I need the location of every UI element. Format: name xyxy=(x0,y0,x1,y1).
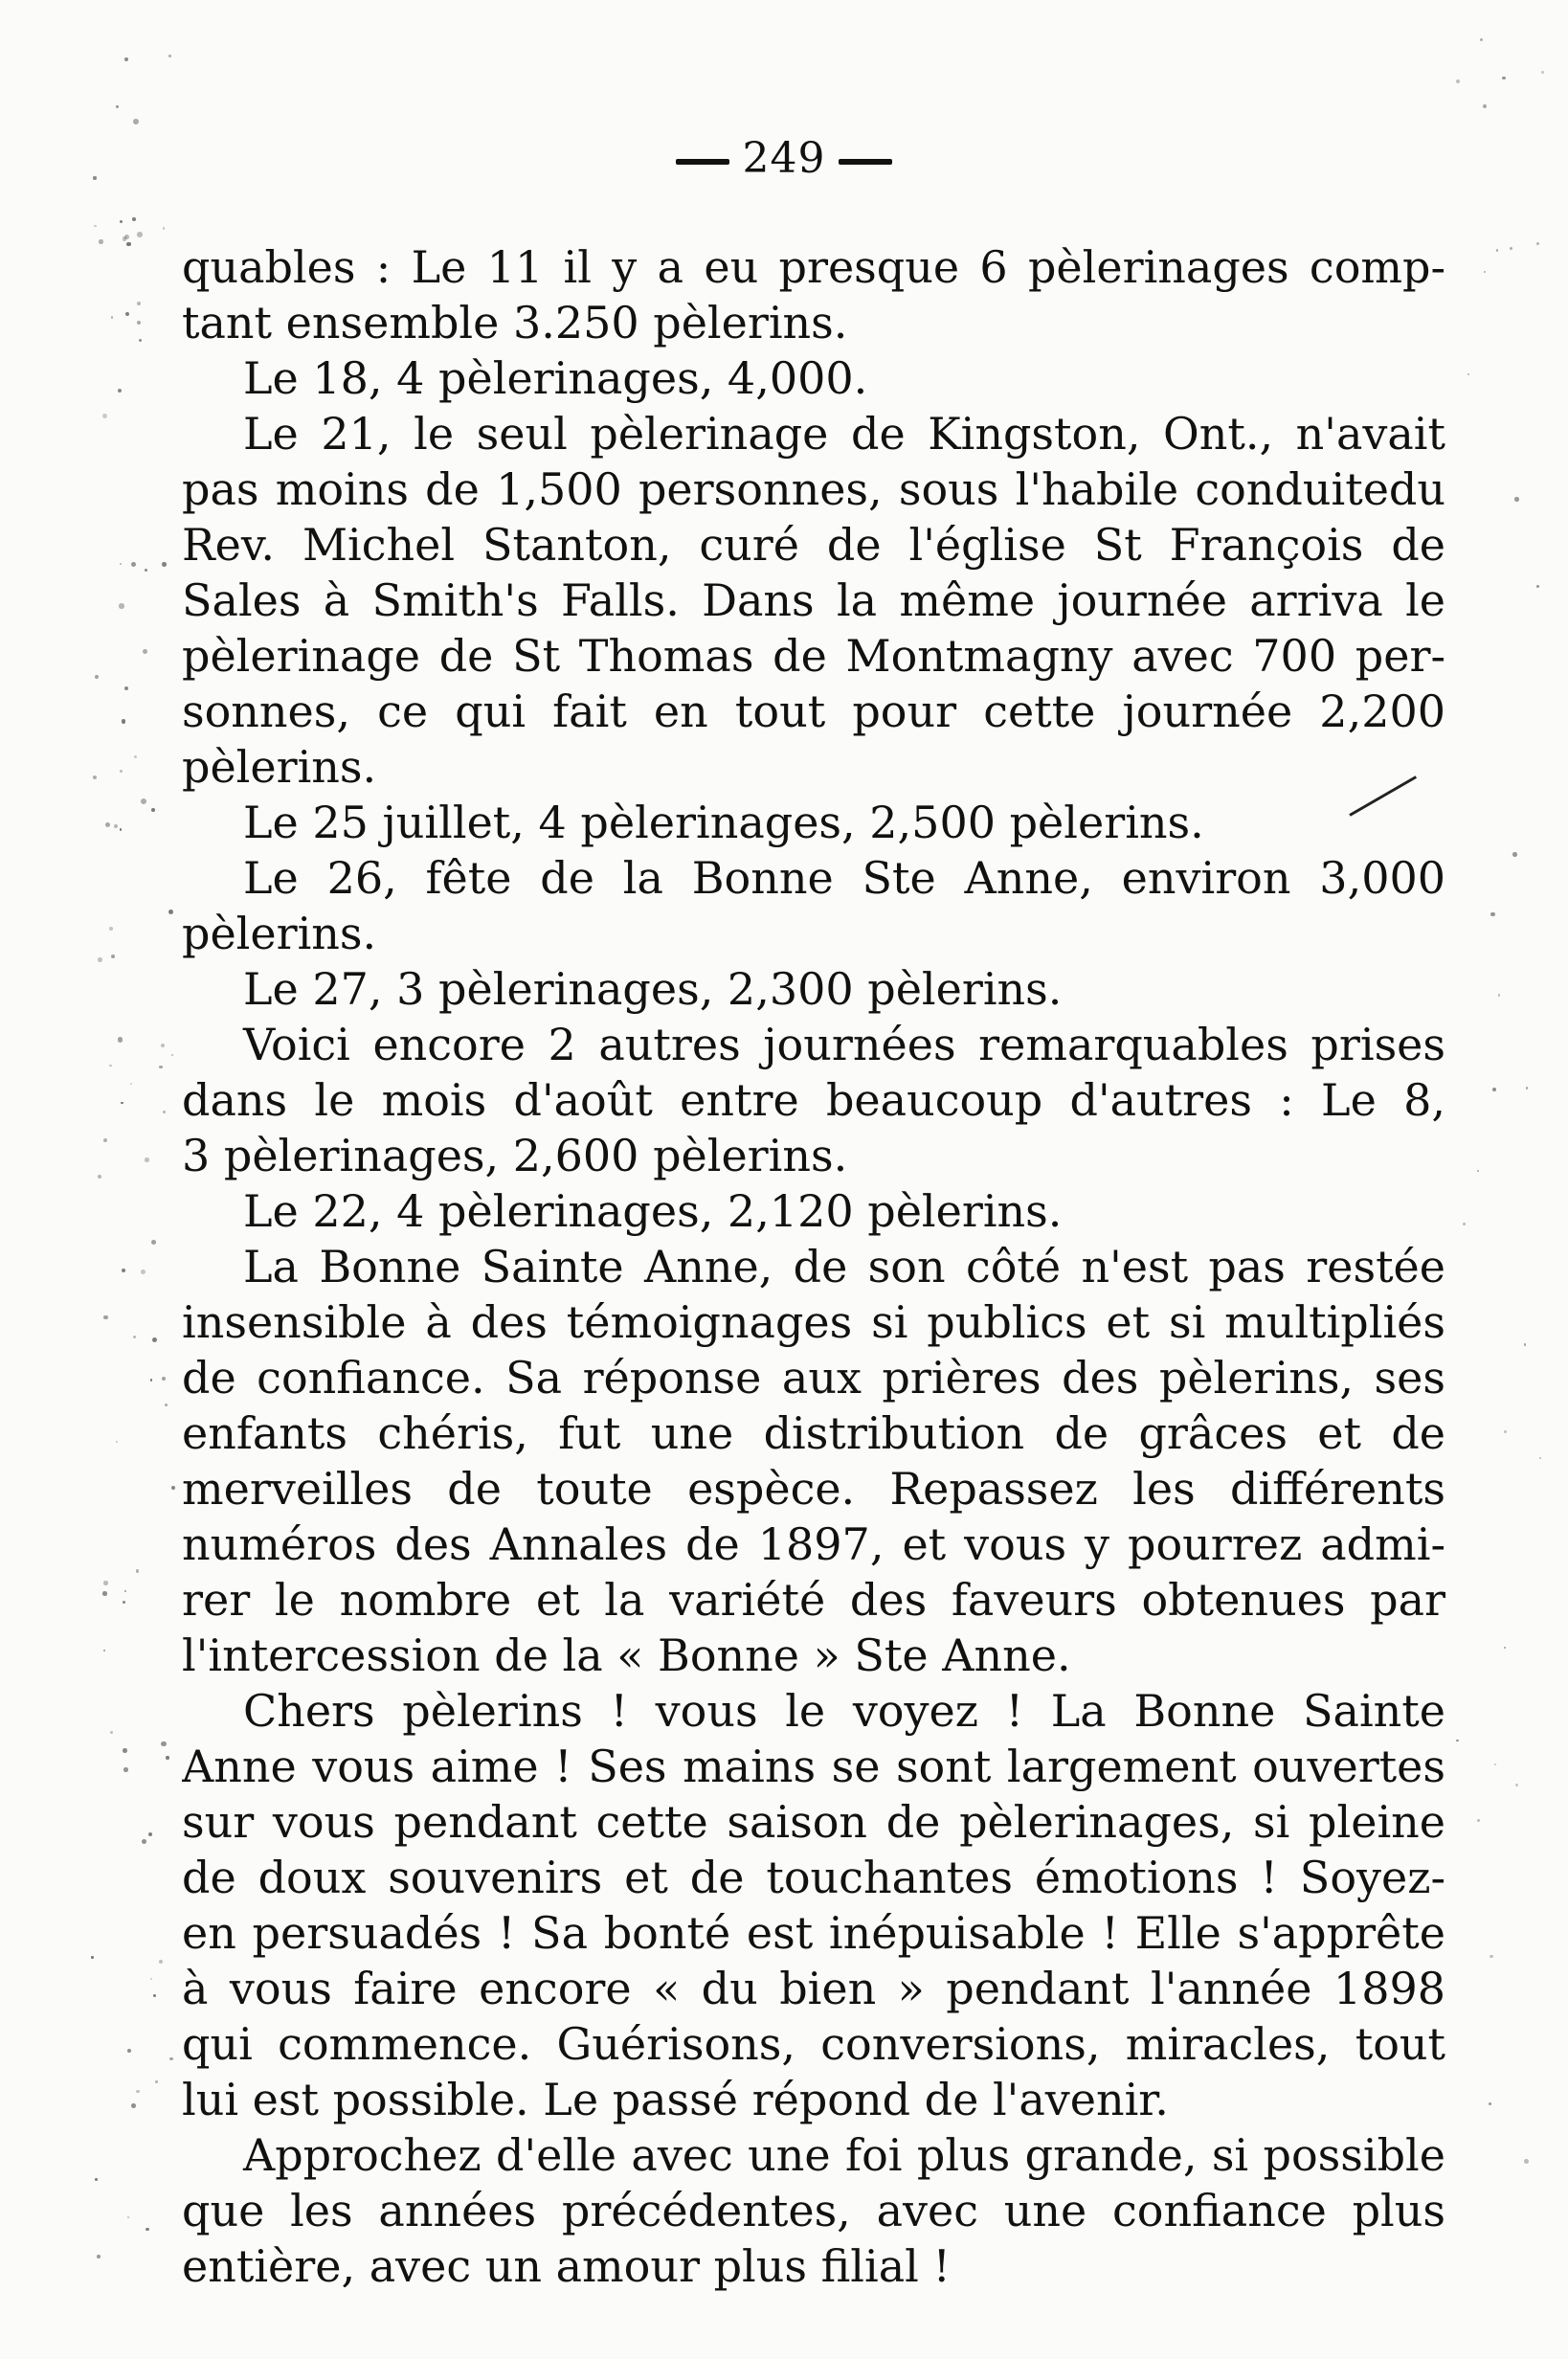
text-line: en persuadés ! Sa bonté est inépuisable ! Elle s'apprête xyxy=(182,1907,1445,1959)
scan-speck xyxy=(130,1083,132,1085)
scan-speck xyxy=(122,1269,125,1272)
scan-speck xyxy=(161,1741,167,1747)
scan-speck xyxy=(105,822,110,827)
text-line: merveilles de toute espèce. Repassez les différents xyxy=(182,1463,1445,1515)
scan-speck xyxy=(171,1054,174,1057)
page-number-left-rule xyxy=(676,159,729,165)
scan-speck xyxy=(165,1404,168,1406)
scan-speck xyxy=(98,957,101,961)
text-line: de doux souvenirs et de touchantes émotions ! Soyez- xyxy=(182,1852,1445,1903)
scan-speck xyxy=(103,1650,105,1651)
text-line: insensible à des témoignages si publics et si multipliés xyxy=(182,1296,1445,1348)
scan-speck xyxy=(1536,585,1539,588)
scan-speck xyxy=(1524,2159,1529,2164)
scan-speck xyxy=(111,316,113,318)
scan-speck xyxy=(151,1240,156,1245)
scan-speck xyxy=(1467,373,1469,375)
text-line: Chers pèlerins ! vous le voyez ! La Bonne Sainte xyxy=(243,1685,1445,1737)
scan-speck xyxy=(123,1748,127,1753)
scan-speck xyxy=(152,1337,157,1342)
scan-speck xyxy=(109,1065,112,1067)
scan-speck xyxy=(124,1590,126,1592)
scan-speck xyxy=(1510,247,1512,250)
text-line: pas moins de 1,500 personnes, sous l'habile conduitedu xyxy=(182,463,1445,515)
text-line: sur vous pendant cette saison de pèlerinages, si pleine xyxy=(182,1796,1445,1848)
text-line: Le 21, le seul pèlerinage de Kingston, Ont., n'avait xyxy=(243,408,1445,460)
scan-speck xyxy=(124,57,128,61)
scan-speck xyxy=(1489,2102,1491,2105)
scan-speck xyxy=(1515,1784,1518,1786)
text-line: rer le nombre et la variété des faveurs obtenues par xyxy=(182,1574,1445,1626)
scan-speck xyxy=(109,927,113,931)
scan-speck xyxy=(1463,1223,1466,1225)
scan-speck xyxy=(103,1581,108,1585)
scan-speck xyxy=(171,1486,175,1490)
scan-speck xyxy=(168,910,174,915)
scan-speck xyxy=(95,2178,98,2181)
scan-speck xyxy=(133,1336,136,1338)
text-line: que les années précédentes, avec une confiance plus xyxy=(182,2185,1445,2236)
text-line: pèlerins. xyxy=(182,741,377,793)
text-line: Approchez d'elle avec une foi plus grande, si possible xyxy=(243,2129,1445,2181)
scan-speck xyxy=(118,1037,123,1043)
page-number-right-rule xyxy=(839,159,892,165)
scan-speck xyxy=(125,312,129,316)
scan-speck xyxy=(93,176,96,179)
scan-speck xyxy=(153,1994,156,1997)
scan-speck xyxy=(123,1601,125,1604)
text-line: numéros des Annales de 1897, et vous y pourrez admi- xyxy=(182,1518,1445,1570)
scan-speck xyxy=(159,1960,163,1964)
scan-speck xyxy=(162,562,167,567)
text-line: qui commence. Guérisons, conversions, miracles, tout xyxy=(182,2018,1445,2070)
text-line: Le 25 juillet, 4 pèlerinages, 2,500 pèlerins. xyxy=(243,797,1204,848)
text-line: Anne vous aime ! Ses mains se sont largement ouvertes xyxy=(182,1741,1445,1792)
scan-speck xyxy=(110,1731,113,1734)
scan-speck xyxy=(145,569,147,572)
scan-speck xyxy=(121,1102,123,1104)
scan-speck xyxy=(1504,1647,1506,1649)
text-line: lui est possible. Le passé répond de l'avenir. xyxy=(182,2074,1169,2125)
scan-speck xyxy=(131,562,136,567)
scan-speck xyxy=(1477,1170,1479,1172)
scan-speck xyxy=(120,563,122,565)
scan-speck xyxy=(1524,1343,1527,1346)
scan-speck xyxy=(163,227,165,229)
scan-speck xyxy=(139,339,142,342)
text-line: tant ensemble 3.250 pèlerins. xyxy=(182,297,848,348)
text-line: Le 22, 4 pèlerinages, 2,120 pèlerins. xyxy=(243,1185,1063,1237)
scan-speck xyxy=(102,414,107,418)
scan-speck xyxy=(118,389,122,393)
scan-speck xyxy=(142,1839,147,1845)
text-line: quables : Le 11 il y a eu presque 6 pèlerinages comp- xyxy=(182,241,1445,293)
text-line: La Bonne Sainte Anne, de son côté n'est pas restée xyxy=(243,1241,1445,1292)
scan-speck xyxy=(1480,38,1483,41)
scan-speck xyxy=(99,239,102,243)
scan-speck xyxy=(150,1978,153,1981)
scan-speck xyxy=(97,2255,101,2258)
scan-speck xyxy=(145,1157,148,1161)
scan-speck xyxy=(169,2057,173,2061)
scan-speck xyxy=(1483,104,1487,108)
scan-speck xyxy=(1526,1087,1529,1090)
scan-speck xyxy=(131,2103,136,2108)
scan-speck xyxy=(136,1569,140,1573)
text-line: Le 27, 3 pèlerinages, 2,300 pèlerins. xyxy=(243,963,1063,1015)
scan-speck xyxy=(127,2216,129,2218)
text-line: dans le mois d'août entre beaucoup d'autres : Le 8, xyxy=(182,1074,1445,1126)
scan-speck xyxy=(1504,1430,1507,1433)
scan-speck xyxy=(1490,1955,1493,1959)
scan-speck xyxy=(116,105,119,108)
scan-speck xyxy=(151,808,155,812)
scan-speck xyxy=(119,603,124,609)
scan-speck xyxy=(162,1377,166,1381)
scan-speck xyxy=(111,955,115,958)
scan-speck xyxy=(103,1315,108,1320)
scan-speck xyxy=(168,55,171,57)
scan-speck xyxy=(102,1591,106,1595)
scan-speck xyxy=(114,824,118,828)
scan-speck xyxy=(1498,994,1500,996)
scan-speck xyxy=(134,755,137,758)
scan-speck xyxy=(1539,1457,1541,1459)
scan-speck xyxy=(123,236,126,240)
text-line: 3 pèlerinages, 2,600 pèlerins. xyxy=(182,1130,848,1181)
body-text xyxy=(182,239,1445,2294)
scan-speck xyxy=(136,2090,140,2094)
scan-speck xyxy=(1494,1764,1496,1765)
scan-speck xyxy=(150,1379,153,1382)
scan-speck xyxy=(123,1767,127,1771)
scan-speck xyxy=(132,217,136,221)
scan-speck xyxy=(141,1269,146,1274)
scan-speck xyxy=(137,232,143,237)
text-line: Rev. Michel Stanton, curé de l'église St François de xyxy=(182,519,1445,571)
scan-speck xyxy=(1502,77,1505,79)
scan-speck xyxy=(1512,852,1517,857)
scan-speck xyxy=(137,302,141,305)
text-line: pèlerinage de St Thomas de Montmagny avec 700 per- xyxy=(182,630,1445,682)
scan-speck xyxy=(120,770,123,773)
scan-speck xyxy=(124,686,128,690)
text-line: enfants chéris, fut une distribution de grâces et de xyxy=(182,1407,1445,1459)
scan-speck xyxy=(126,242,130,246)
scan-speck xyxy=(159,1066,163,1069)
text-line: Le 18, 4 pèlerinages, 4,000. xyxy=(243,352,868,404)
text-line: sonnes, ce qui fait en tout pour cette journée 2,200 xyxy=(182,685,1445,737)
scan-speck xyxy=(94,225,97,228)
page-number xyxy=(0,134,1568,183)
scan-speck xyxy=(1456,79,1460,83)
scan-speck xyxy=(146,2228,149,2232)
scan-speck xyxy=(1484,271,1486,273)
scan-speck xyxy=(141,798,146,804)
scan-speck xyxy=(1477,1819,1480,1822)
scan-speck xyxy=(143,649,147,654)
scan-speck xyxy=(116,1441,118,1443)
scan-speck xyxy=(91,1956,94,1959)
text-line: de confiance. Sa réponse aux prières des pèlerins, ses xyxy=(182,1352,1445,1404)
scan-speck xyxy=(93,775,97,779)
page-number-text: 249 xyxy=(742,134,826,183)
scan-speck xyxy=(148,1832,152,1836)
scan-speck xyxy=(155,2080,158,2083)
scan-speck xyxy=(161,1044,165,1047)
text-line: Sales à Smith's Falls. Dans la même journée arriva le xyxy=(182,574,1445,626)
scan-speck xyxy=(163,1111,166,1113)
scan-speck xyxy=(95,675,99,679)
scan-speck xyxy=(98,1175,102,1180)
text-line: à vous faire encore « du bien » pendant l'année 1898 xyxy=(182,1963,1445,2014)
scan-speck xyxy=(137,321,141,325)
scan-speck xyxy=(120,220,123,223)
scan-speck xyxy=(1496,249,1499,252)
scan-speck xyxy=(1536,242,1540,246)
scan-speck xyxy=(1490,912,1495,917)
scan-speck xyxy=(166,1756,169,1760)
scan-speck xyxy=(133,119,139,124)
text-line: entière, avec un amour plus filial ! xyxy=(182,2240,951,2292)
scan-speck xyxy=(127,2049,131,2053)
text-line: pèlerins. xyxy=(182,908,377,959)
scan-speck xyxy=(1514,497,1518,501)
scan-speck xyxy=(1456,1740,1458,1741)
scan-speck xyxy=(120,828,122,830)
scan-speck xyxy=(103,1138,107,1142)
scan-speck xyxy=(1492,1088,1496,1091)
text-line: l'intercession de la « Bonne » Ste Anne. xyxy=(182,1629,1071,1681)
text-line: Le 26, fête de la Bonne Ste Anne, environ 3,000 xyxy=(243,852,1445,904)
scan-speck xyxy=(1541,71,1544,74)
scan-speck xyxy=(122,719,126,724)
text-line: Voici encore 2 autres journées remarquables prises xyxy=(243,1019,1445,1070)
